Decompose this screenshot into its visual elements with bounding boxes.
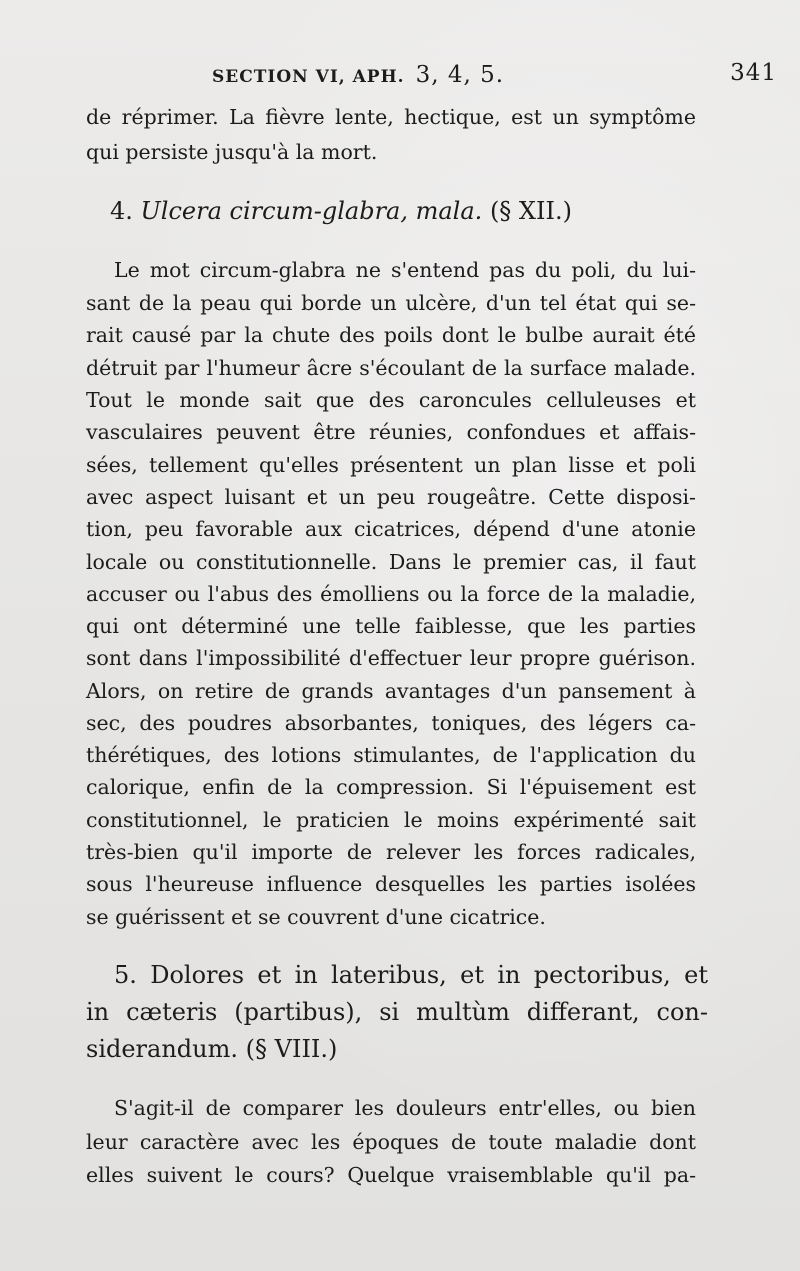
aphorism-numbers: 3, 4, 5. <box>415 62 505 88</box>
text-line: Le mot circum-glabra ne s'entend pas du poli, du lui- <box>114 258 696 282</box>
text-line: vasculaires peuvent être réunies, confondues et affais- <box>86 420 696 444</box>
text-line: sec, des poudres absorbantes, toniques, des légers ca- <box>86 711 696 735</box>
aphorism-4-heading <box>110 194 730 228</box>
heading-line: 5. Dolores et in lateribus, et in pectoribus, et <box>114 961 708 989</box>
text-line: sant de la peau qui borde un ulcère, d'un tel état qui se- <box>86 291 696 315</box>
text-line: sont dans l'impossibilité d'effectuer leur propre guérison. <box>86 646 696 670</box>
text-line: tion, peu favorable aux cicatrices, dépend d'une atonie <box>86 517 696 541</box>
aphorism-4-latin: Ulcera circum-glabra, mala. <box>140 197 483 225</box>
text-line: qui persiste jusqu'à la mort. <box>86 140 378 164</box>
text-line: S'agit-il de comparer les douleurs entr'elles, ou bien <box>114 1096 696 1120</box>
text-line: détruit par l'humeur âcre s'écoulant de la surface malade. <box>86 356 696 380</box>
text-line: thérétiques, des lotions stimulantes, de l'application du <box>86 743 696 767</box>
text-line: calorique, enfin de la compression. Si l'épuisement est <box>86 775 696 799</box>
text-line: rait causé par la chute des poils dont le bulbe aurait été <box>86 323 696 347</box>
text-line: locale ou constitutionnelle. Dans le premier cas, il faut <box>86 550 696 574</box>
text-line: sées, tellement qu'elles présentent un plan lisse et poli <box>86 453 696 477</box>
text-line: avec aspect luisant et un peu rougeâtre. Cette disposi- <box>86 485 696 509</box>
heading-line: siderandum. (§ VIII.) <box>86 1035 338 1063</box>
text-line: elles suivent le cours? Quelque vraisemblable qu'il pa- <box>86 1163 696 1187</box>
text-line: se guérissent et se couvrent d'une cicatrice. <box>86 905 546 929</box>
text-line: Tout le monde sait que des caroncules celluleuses et <box>86 388 696 412</box>
running-head <box>212 62 777 88</box>
aphorism-4-reference: (§ XII.) <box>489 197 572 225</box>
text-line: leur caractère avec les époques de toute maladie dont <box>86 1130 696 1154</box>
heading-line: in cæteris (partibus), si multùm differant, con- <box>86 998 708 1026</box>
text-line: très-bien qu'il importe de relever les forces radicales, <box>86 840 696 864</box>
text-line: accuser ou l'abus des émolliens ou la force de la maladie, <box>86 582 696 606</box>
section-label: SECTION VI, APH. <box>212 67 405 87</box>
aphorism-4-number: 4. <box>110 197 133 225</box>
text-line: constitutionnel, le praticien le moins expérimenté sait <box>86 808 696 832</box>
page-number: 341 <box>730 60 777 86</box>
text-line: Alors, on retire de grands avantages d'un pansement à <box>86 679 696 703</box>
text-line: de réprimer. La fièvre lente, hectique, est un symptôme <box>86 105 696 129</box>
text-line: qui ont déterminé une telle faiblesse, que les parties <box>86 614 696 638</box>
text-line: sous l'heureuse influence desquelles les parties isolées <box>86 872 696 896</box>
